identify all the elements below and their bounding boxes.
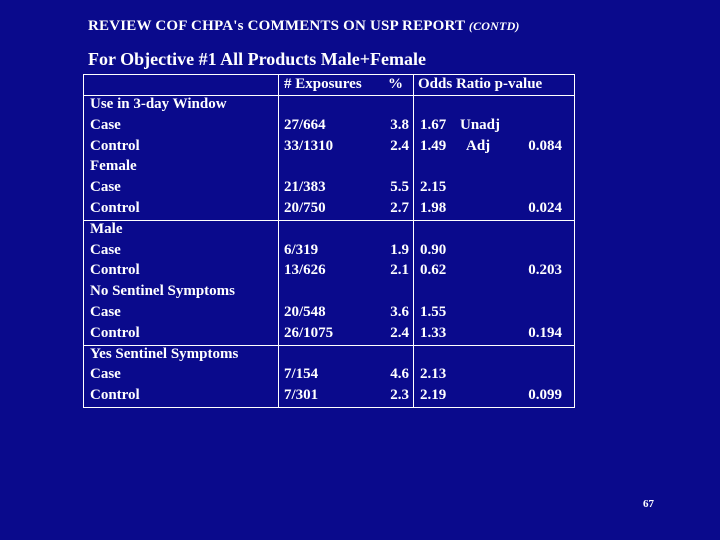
- exposures-cell: 20/548: [284, 304, 326, 320]
- header-percent: %: [388, 76, 403, 92]
- exposures-cell: 20/750: [284, 200, 326, 216]
- row-label: Case: [90, 179, 121, 196]
- p-value-cell: 0.084: [528, 137, 562, 154]
- exposures-cell: 7/154: [284, 366, 319, 383]
- percent-cell: 2.7: [390, 200, 409, 216]
- percent-cell: 5.5: [390, 179, 409, 196]
- p-value-cell: 0.203: [528, 262, 562, 279]
- slide-title-main: REVIEW COF CHPA's COMMENTS ON USP REPORT: [88, 18, 469, 34]
- odds-ratio-cell: 1.49: [420, 137, 447, 154]
- odds-ratio-cell: 0.90: [420, 241, 447, 258]
- column-divider: [278, 75, 279, 407]
- row-label: Control: [90, 324, 140, 341]
- row-label: Case: [90, 116, 121, 133]
- exposures-cell: 13/626: [284, 262, 326, 279]
- adjustment-note: Unadj: [460, 116, 501, 133]
- column-divider: [413, 75, 414, 407]
- percent-cell: 2.4: [390, 324, 409, 341]
- section-heading: Female: [90, 158, 137, 175]
- header-odds-pvalue: Odds Ratio p-value: [418, 76, 543, 92]
- slide-subtitle: For Objective #1 All Products Male+Female: [88, 49, 427, 69]
- section-heading: Yes Sentinel Symptoms: [90, 345, 239, 362]
- slide-title: [88, 18, 520, 35]
- percent-cell: 2.4: [390, 137, 409, 154]
- results-table: [83, 74, 575, 408]
- odds-ratio-cell: 1.33: [420, 324, 447, 341]
- adjustment-note: Adj: [466, 137, 491, 154]
- percent-cell: 4.6: [390, 366, 409, 383]
- section-heading: Male: [90, 220, 123, 237]
- percent-cell: 3.8: [390, 116, 409, 133]
- exposures-cell: 6/319: [284, 241, 319, 258]
- percent-cell: 2.3: [390, 387, 409, 404]
- section-heading: No Sentinel Symptoms: [90, 283, 236, 300]
- row-label: Case: [90, 304, 121, 320]
- odds-ratio-cell: 1.67: [420, 116, 447, 133]
- p-value-cell: 0.024: [528, 200, 562, 216]
- row-label: Control: [90, 387, 140, 404]
- odds-ratio-cell: 1.55: [420, 304, 447, 320]
- header-exposures: # Exposures: [284, 76, 362, 92]
- odds-ratio-cell: 1.98: [420, 200, 447, 216]
- row-label: Control: [90, 262, 140, 279]
- odds-ratio-cell: 2.13: [420, 366, 447, 383]
- row-label: Control: [90, 137, 140, 154]
- exposures-cell: 21/383: [284, 179, 326, 196]
- exposures-cell: 27/664: [284, 116, 326, 133]
- slide-title-contd: (CONTD): [468, 19, 520, 33]
- row-label: Case: [90, 241, 121, 258]
- percent-cell: 2.1: [390, 262, 409, 279]
- row-label: Control: [90, 200, 140, 216]
- percent-cell: 1.9: [390, 241, 409, 258]
- exposures-cell: 7/301: [284, 387, 319, 404]
- section-divider: [84, 220, 574, 221]
- exposures-cell: 33/1310: [284, 137, 334, 154]
- odds-ratio-cell: 0.62: [420, 262, 447, 279]
- odds-ratio-cell: 2.15: [420, 179, 447, 196]
- page-number: 67: [643, 498, 654, 510]
- p-value-cell: 0.194: [528, 324, 562, 341]
- exposures-cell: 26/1075: [284, 324, 334, 341]
- odds-ratio-cell: 2.19: [420, 387, 447, 404]
- row-label: Case: [90, 366, 121, 383]
- section-heading: Use in 3-day Window: [90, 96, 227, 112]
- percent-cell: 3.6: [390, 304, 409, 320]
- p-value-cell: 0.099: [528, 387, 562, 404]
